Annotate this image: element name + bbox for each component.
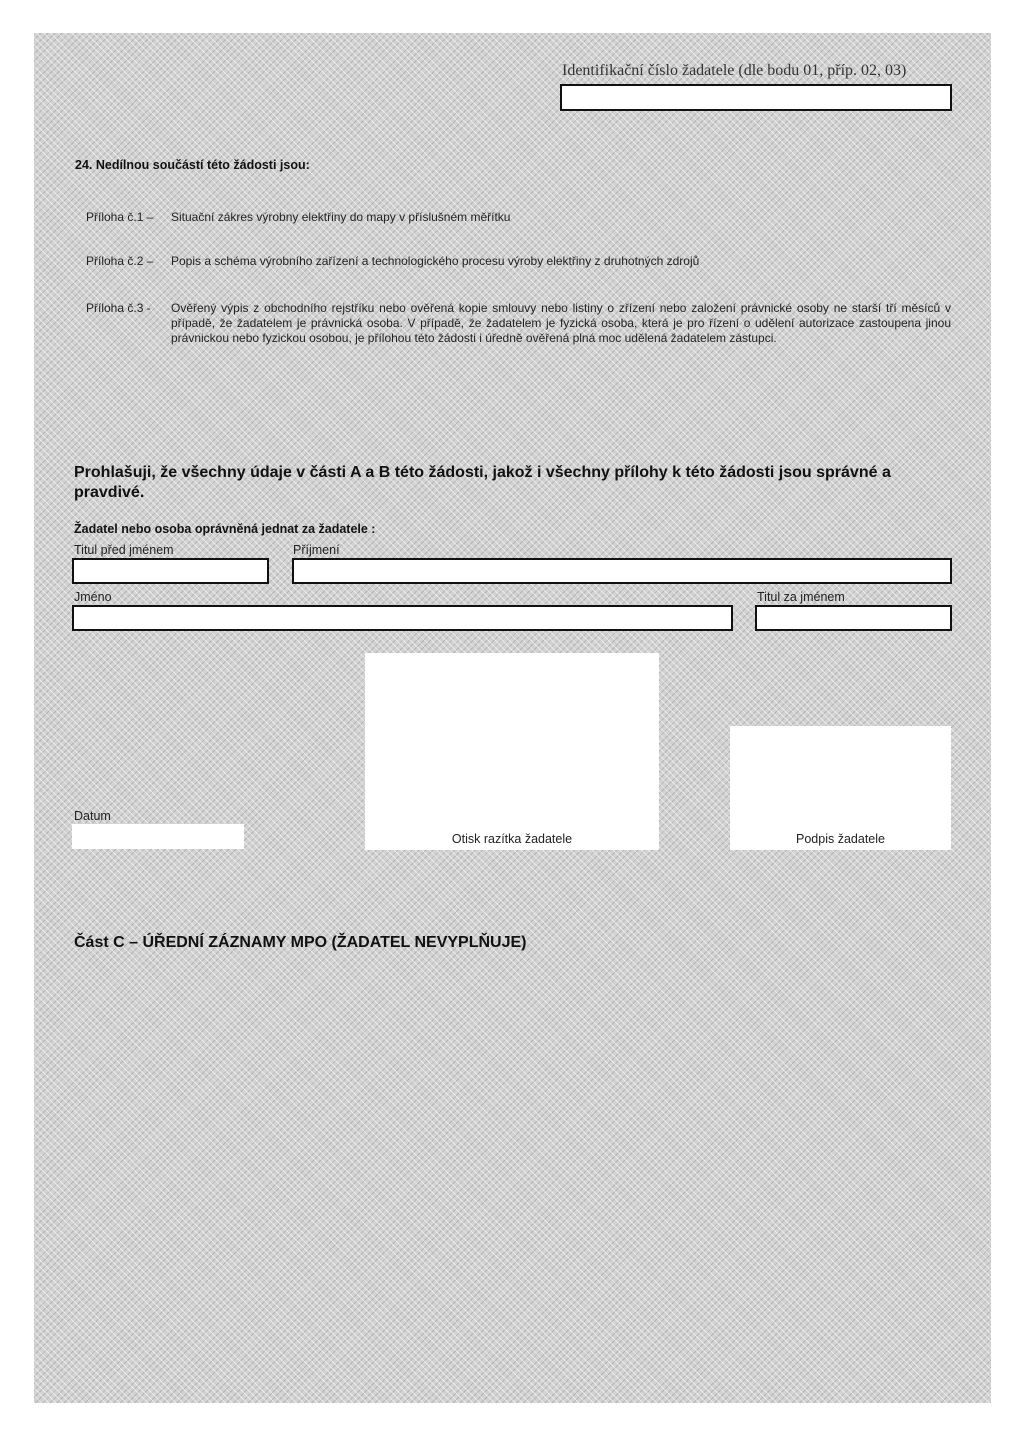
title-after-name-field[interactable] xyxy=(755,605,952,631)
signature-caption: Podpis žadatele xyxy=(796,832,885,846)
date-label: Datum xyxy=(74,809,111,823)
attachment-1-text: Situační zákres výrobny elektřiny do mapy v příslušném měřítku xyxy=(171,210,511,224)
attachment-3-text: Ověřený výpis z obchodního rejstříku nebo ověřená kopie smlouvy nebo listiny o zřízení nebo založení právnické osoby ne starší tří měsíců v případě, že žadatelem je právnická osoba. V případě, že žadatelem je fyzická osoba, která je pro řízení o udělení autorizace zastoupena jinou právnickou nebo fyzickou osobou, je přílohou této žádosti i úředně ověřená plná moc udělená žadatelem zástupci. xyxy=(171,301,951,345)
title-after-name-label: Titul za jménem xyxy=(757,590,845,604)
applicant-section-title: Žadatel nebo osoba oprávněná jednat za žadatele : xyxy=(74,522,376,536)
attachment-2-label: Příloha č.2 – xyxy=(86,254,154,268)
stamp-caption: Otisk razítka žadatele xyxy=(451,832,573,846)
date-field[interactable] xyxy=(72,824,244,849)
attachment-3-label: Příloha č.3 - xyxy=(86,301,151,315)
section-24-title: 24. Nedílnou součástí této žádosti jsou: xyxy=(75,158,310,172)
surname-field[interactable] xyxy=(292,558,952,584)
attachment-2-text: Popis a schéma výrobního zařízení a technologického procesu výroby elektřiny z druhotných zdrojů xyxy=(171,254,700,268)
title-before-name-field[interactable] xyxy=(72,558,269,584)
applicant-id-field[interactable] xyxy=(560,84,952,111)
name-field[interactable] xyxy=(72,605,733,631)
declaration-text: Prohlašuji, že všechny údaje v části A a B této žádosti, jakož i všechny přílohy k této žádosti jsou správné a pravdivé. xyxy=(74,464,891,501)
name-label: Jméno xyxy=(74,590,112,604)
attachment-1-label: Příloha č.1 – xyxy=(86,210,154,224)
part-c-title: Část C – ÚŘEDNÍ ZÁZNAMY MPO (ŽADATEL NEVYPLŇUJE) xyxy=(74,934,527,951)
applicant-id-label: Identifikační číslo žadatele (dle bodu 01, příp. 02, 03) xyxy=(562,62,907,79)
title-before-name-label: Titul před jménem xyxy=(74,543,174,557)
signature-box[interactable] xyxy=(730,726,951,850)
surname-label: Příjmení xyxy=(293,543,340,557)
stamp-box[interactable] xyxy=(365,653,659,850)
